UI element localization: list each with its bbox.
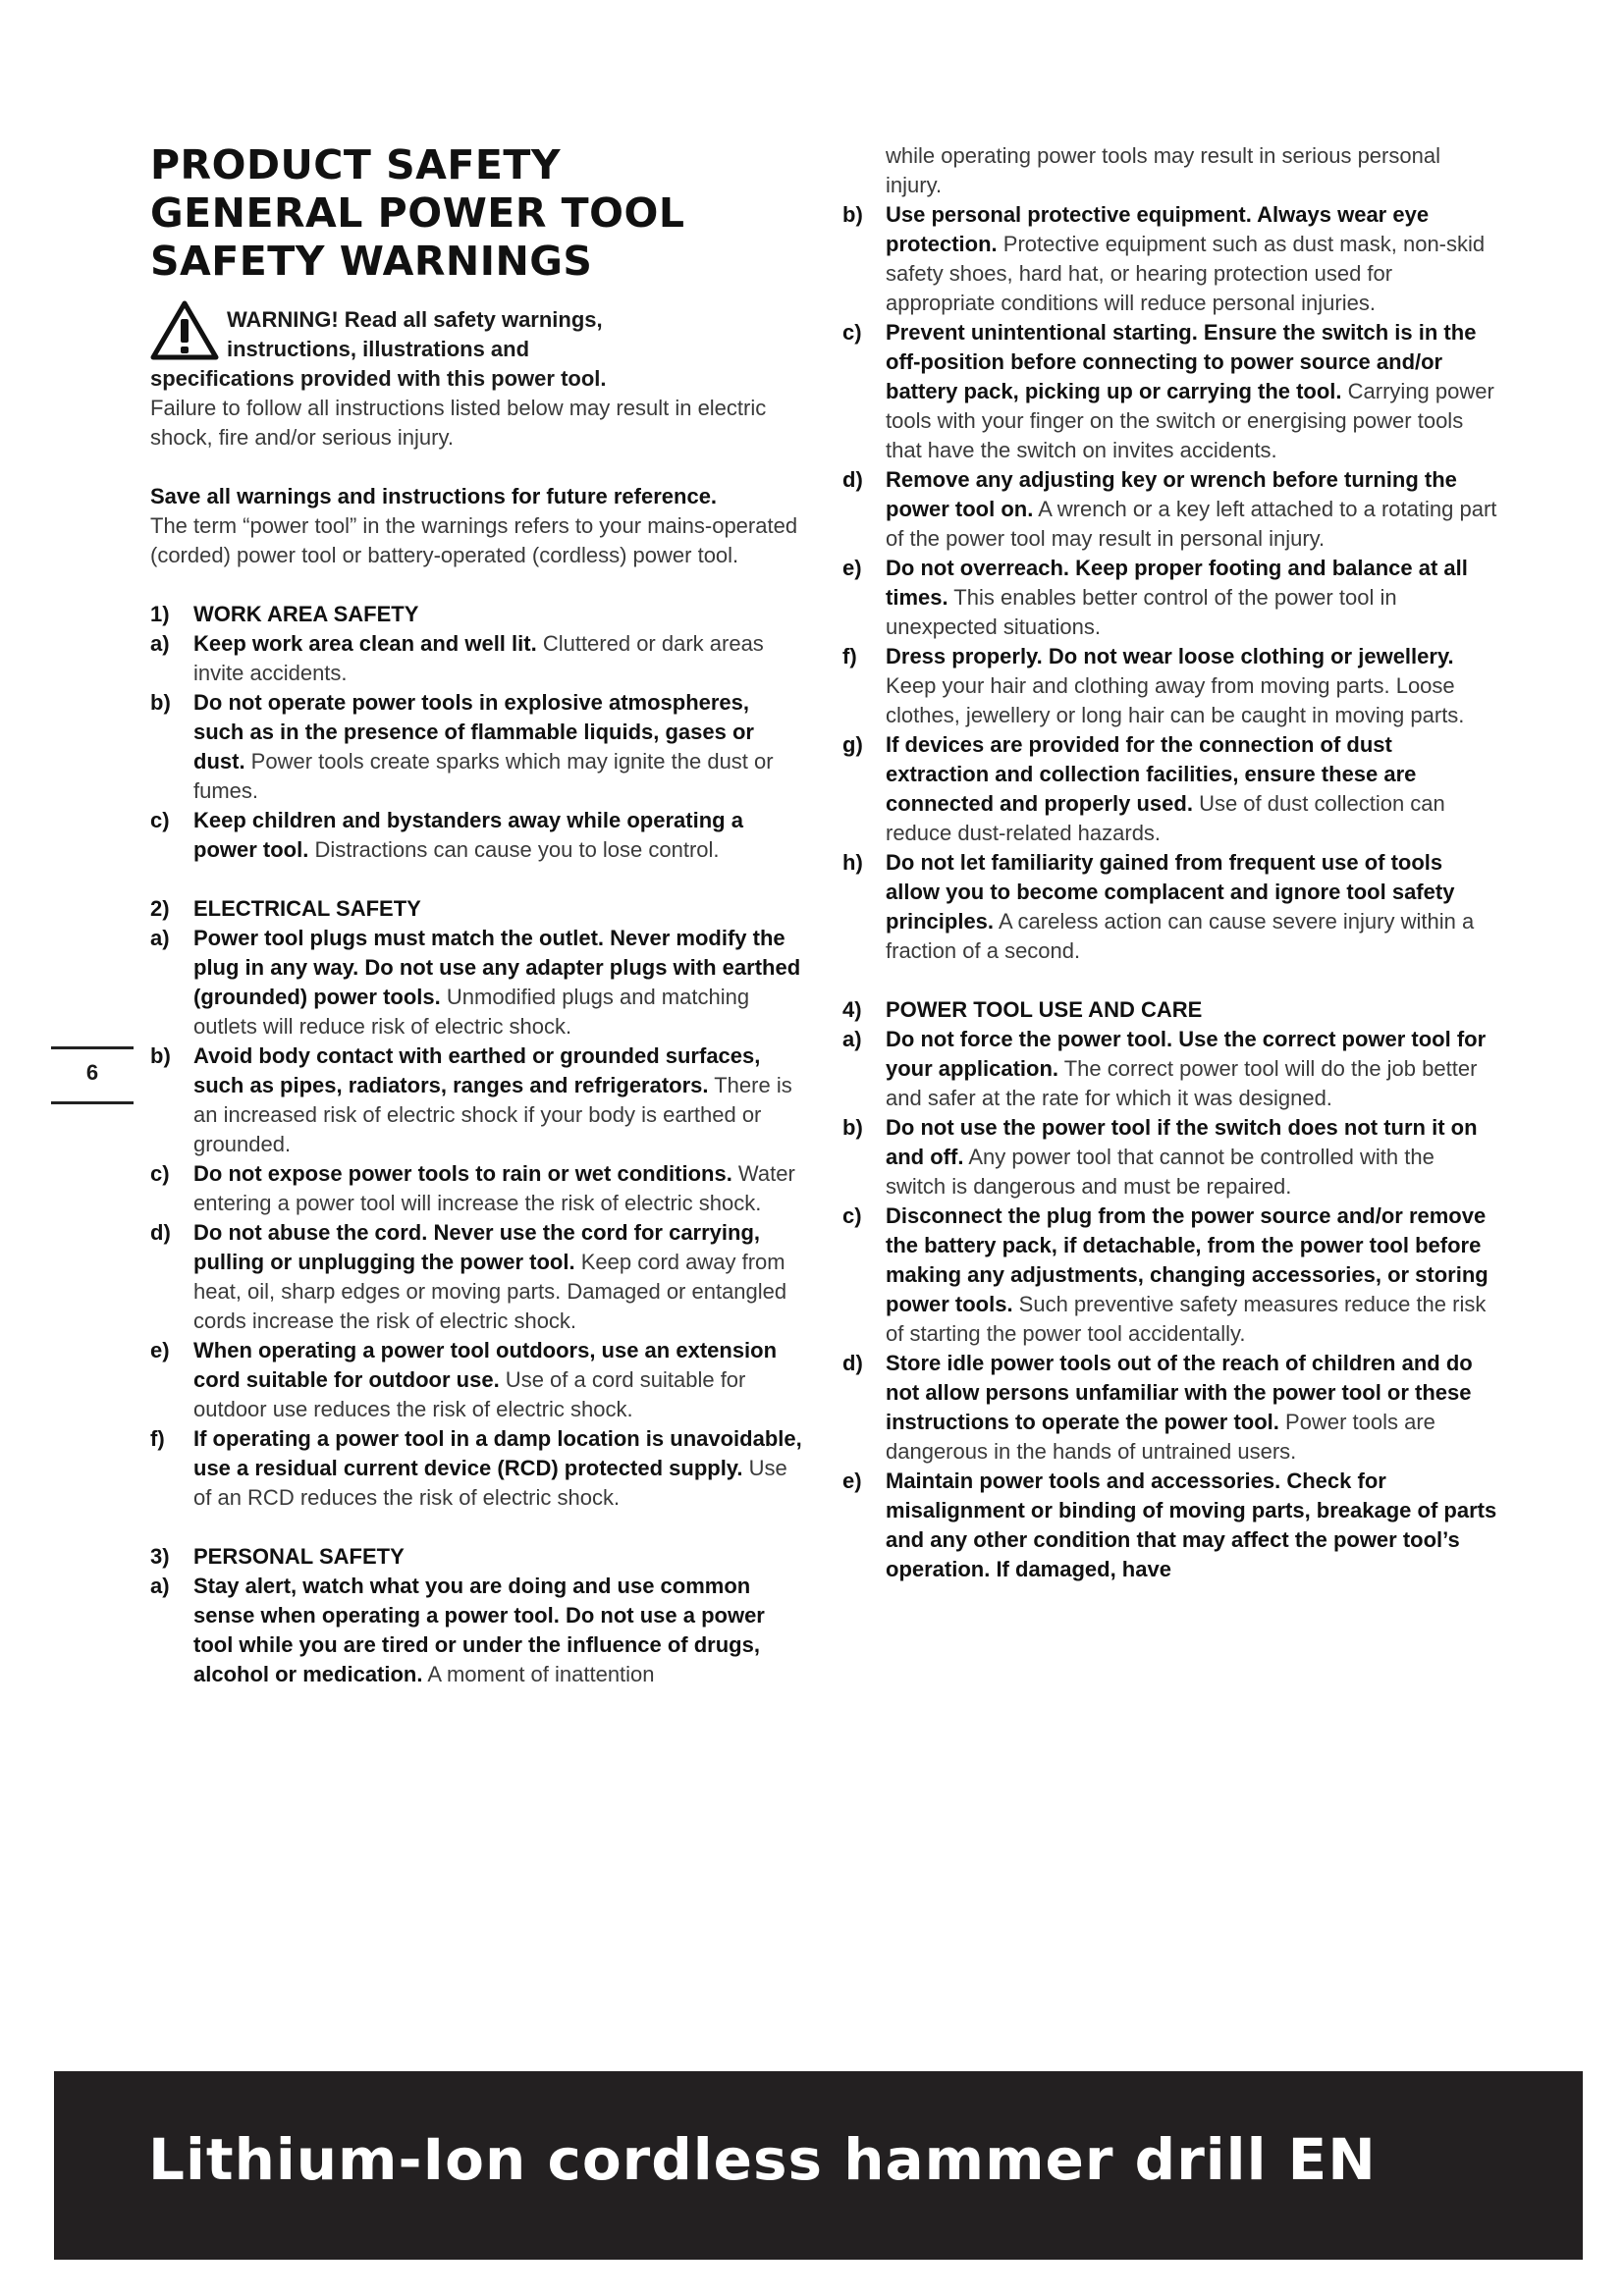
list-item: e) When operating a power tool outdoors, use an extension cord suitable for outdoor use. Use of a cord suitable for outdoor use reduces the risk of electric shock. [150, 1338, 778, 1421]
list-item: e) Do not overreach. Keep proper footing and balance at all times. This enables better control of the power tool in unexpected situations. [842, 556, 1468, 639]
list-item: a) Do not force the power tool. Use the correct power tool for your application. The correct power tool will do the job better and safer at the rate for which it was designed. [842, 1027, 1487, 1110]
list-item: a) Power tool plugs must match the outlet. Never modify the plug in any way. Do not use any adapter plugs with earthed (grounded) power tools. Unmodified plugs and matching outlets will reduce risk of electric shock. [150, 926, 801, 1039]
list-item: f) If operating a power tool in a damp location is unavoidable, use a residual current device (RCD) protected supply. Use of an RCD reduces the risk of electric shock. [150, 1426, 802, 1510]
list-item: a) Stay alert, watch what you are doing and use common sense when operating a power tool. Do not use a power tool while you are tired or under the influence of drugs, alcohol or medication. A moment of inattention [150, 1574, 765, 1686]
page-number: 6 [85, 1060, 99, 1085]
footer-title: Lithium-Ion cordless hammer drill EN [148, 2126, 1377, 2193]
section-heading: 3) PERSONAL SAFETY [150, 1544, 405, 1569]
list-item: c) Disconnect the plug from the power source and/or remove the battery pack, if detachable, from the power tool before making any adjustments, changing accessories, or storing power tools. Such preventive safety measures reduce the risk of starting the power tool accidentally. [842, 1203, 1489, 1346]
section-heading: 2) ELECTRICAL SAFETY [150, 896, 421, 921]
warning-block [150, 305, 803, 453]
warning-body: Failure to follow all instructions listed below may result in electric shock, fire and/or serious injury. [150, 396, 767, 450]
footer-bar [54, 2071, 1583, 2260]
save-instructions [150, 482, 803, 570]
save-heading: Save all warnings and instructions for future reference. [150, 484, 718, 508]
list-item: b) Do not operate power tools in explosive atmospheres, such as in the presence of flammable liquids, gases or dust. Power tools create sparks which may ignite the dust or fumes. [150, 690, 774, 803]
section-heading: 4) POWER TOOL USE AND CARE [842, 997, 1203, 1022]
warning-line: instructions, illustrations and [227, 337, 530, 361]
page-title [150, 141, 803, 286]
warning-line: specifications provided with this power tool. [150, 366, 607, 391]
warning-triangle-icon [150, 300, 219, 361]
list-item: g) If devices are provided for the connection of dust extraction and collection facilities, ensure these are connected and properly used. Use of dust collection can reduce dust-related hazards. [842, 732, 1445, 845]
page-number-marker [51, 1046, 134, 1105]
section-heading: 1) WORK AREA SAFETY [150, 602, 419, 626]
list-item: d) Remove any adjusting key or wrench before turning the power tool on. A wrench or a key left attached to a rotating part of the power tool may result in personal injury. [842, 467, 1497, 551]
list-item: d) Store idle power tools out of the reach of children and do not allow persons unfamiliar with the power tool or these instructions to operate the power tool. Power tools are dangerous in the hands of untrained users. [842, 1351, 1473, 1464]
list-item: h) Do not let familiarity gained from frequent use of tools allow you to become complacent and ignore tool safety principles. A careless action can cause severe injury within a fraction of a second. [842, 850, 1475, 963]
continuation-text: while operating power tools may result in serious personal injury. [886, 143, 1440, 197]
right-column [842, 141, 1498, 1584]
list-item: b) Use personal protective equipment. Always wear eye protection. Protective equipment such as dust mask, non-skid safety shoes, hard hat, or hearing protection used for appropriate conditions will reduce personal injuries. [842, 202, 1486, 315]
list-item: a) Keep work area clean and well lit. Cluttered or dark areas invite accidents. [150, 631, 764, 685]
list-item: f) Dress properly. Do not wear loose clothing or jewellery. Keep your hair and clothing away from moving parts. Loose clothes, jewellery or long hair can be caught in moving parts. [842, 644, 1465, 727]
list-item: c) Keep children and bystanders away while operating a power tool. Distractions can cause you to lose control. [150, 808, 743, 862]
list-item: b) Do not use the power tool if the switch does not turn it on and off. Any power tool that cannot be controlled with the switch is dangerous and must be repaired. [842, 1115, 1478, 1199]
title-line: PRODUCT SAFETY [150, 141, 562, 188]
title-line: SAFETY WARNINGS [150, 238, 593, 285]
list-item: e) Maintain power tools and accessories. Check for misalignment or binding of moving parts, breakage of parts and any other condition that may affect the power tool’s operation. If damaged, have [842, 1468, 1497, 1581]
title-line: GENERAL POWER TOOL [150, 189, 685, 237]
list-item: c) Do not expose power tools to rain or wet conditions. Water entering a power tool will increase the risk of electric shock. [150, 1161, 795, 1215]
save-body: The term “power tool” in the warnings refers to your mains-operated (corded) power tool or battery-operated (cordless) power tool. [150, 513, 798, 567]
left-column [150, 141, 803, 1689]
warning-line: WARNING! Read all safety warnings, [227, 307, 603, 332]
list-item: b) Avoid body contact with earthed or grounded surfaces, such as pipes, radiators, ranges and refrigerators. There is an increased risk of electric shock if your body is earthed or grounded. [150, 1043, 792, 1156]
list-item: d) Do not abuse the cord. Never use the cord for carrying, pulling or unplugging the power tool. Keep cord away from heat, oil, sharp edges or moving parts. Damaged or entangled cords increase the risk of electric shock. [150, 1220, 787, 1333]
list-item: c) Prevent unintentional starting. Ensure the switch is in the off-position before connecting to power source and/or battery pack, picking up or carrying the tool. Carrying power tools with your finger on the switch or energising power tools that have the switch on invites accidents. [842, 320, 1494, 462]
